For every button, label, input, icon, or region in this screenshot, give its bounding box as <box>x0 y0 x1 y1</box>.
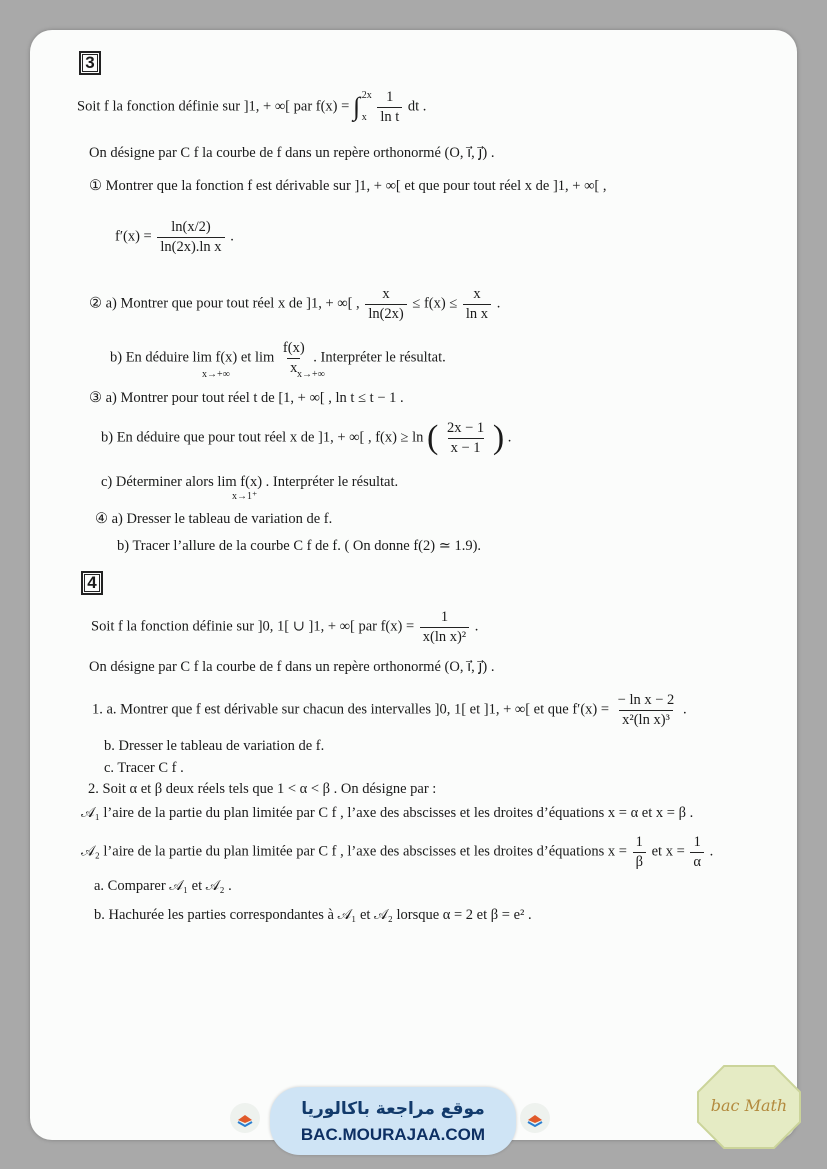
ex3-intro <box>77 90 426 124</box>
ex3-q4a: ④ a) Dresser le tableau de variation de f. <box>95 511 333 527</box>
ex4-intro-num: 1 <box>440 609 449 625</box>
ex3-intro-dt: dt . <box>407 98 427 115</box>
ex3-q2a-mid: ≤ f(x) ≤ <box>412 295 458 312</box>
ex4-q1a-den: x²(ln x)³ <box>619 710 673 728</box>
ex3-q3b-end: . <box>507 429 512 446</box>
ex4-intro-den: x(ln x)² <box>420 627 469 645</box>
ex3-q2a <box>89 287 500 321</box>
ex3-q2a-end: . <box>496 295 501 312</box>
ex4-q1b: b. Dresser le tableau de variation de f. <box>104 738 325 754</box>
ex3-q2b-den: x <box>287 358 300 376</box>
ex4-qb: b. Hachurée les parties correspondantes à 𝒜₁ et 𝒜₂ lorsque α = 2 et β = e² . <box>94 907 532 923</box>
ex4-q1a-end: . <box>682 701 687 718</box>
ex4-a2-mid: et x = <box>651 843 685 860</box>
ex3-intro-den: ln t <box>377 107 402 125</box>
ex3-q2b-end: . Interpréter le résultat. <box>313 349 446 366</box>
ex3-q2b-sub-1: x→+∞ <box>202 369 230 380</box>
ex3-q3c-sub: x→1⁺ <box>232 491 258 502</box>
ex4-a2-d2: α <box>690 852 704 870</box>
integral-sign: ∫ <box>352 92 361 121</box>
ex4-a2-n2: 1 <box>693 834 701 850</box>
exercise-4-number: 4 <box>81 571 103 595</box>
ex3-q3b: b) En déduire que pour tout réel x de ]1, + ∞[ , f(x) ≥ ln ( $\frac{2x - 1}{x - 1}$ ) . <box>101 419 512 456</box>
ex3-q2a-num1: x <box>382 286 390 302</box>
bac-math-badge <box>696 1064 802 1150</box>
ex4-intro-text: Soit f la fonction définie sur ]0, 1[ ∪ ]1, + ∞[ par f(x) = <box>91 618 415 635</box>
ex3-intro-num: 1 <box>386 89 394 105</box>
ex3-q1-formula <box>115 220 234 254</box>
ex3-q2a-den1: ln(2x) <box>365 304 406 322</box>
site-banner[interactable] <box>270 1087 516 1155</box>
ex4-q2: 2. Soit α et β deux réels tels que 1 < α < β . On désigne par : <box>88 781 437 797</box>
ex3-q3c: c) Déterminer alors lim f(x) . Interpréter le résultat. <box>101 474 399 490</box>
ex3-cf-line: On désigne par C f la courbe de f dans un repère orthonormé (O, i⃗, j⃗) . <box>89 145 495 161</box>
ex3-q3b-den: x − 1 <box>448 438 484 456</box>
ex3-q3b-text: b) En déduire que pour tout réel x de ]1, + ∞[ , f(x) ≥ ln <box>101 429 424 446</box>
ex4-q1a <box>92 693 687 727</box>
ex3-q1-num: ln(x/2) <box>171 219 211 235</box>
exercise-3-number: 3 <box>79 51 101 75</box>
ex3-q1: ① Montrer que la fonction f est dérivable sur ]1, + ∞[ et que pour tout réel x de ]1, + ∞[ , <box>89 178 607 194</box>
ex3-q3b-num: 2x − 1 <box>447 420 485 436</box>
ex4-intro-end: . <box>474 618 479 635</box>
ex4-a2-text: 𝒜₂ l’aire de la partie du plan limitée par C f , l’axe des abscisses et les droites d’équations x = <box>81 843 627 860</box>
ex3-q2b-num: f(x) <box>282 340 305 356</box>
ex3-q4b: b) Tracer l’allure de la courbe C f de f. ( On donne f(2) ≃ 1.9). <box>117 538 482 554</box>
ex3-q1-lhs: f′(x) = <box>115 228 152 245</box>
ex3-q2a-den2: ln x <box>463 304 491 322</box>
ex4-q1a-num: − ln x − 2 <box>617 692 675 708</box>
ex4-qa: a. Comparer 𝒜₁ et 𝒜₂ . <box>94 878 232 894</box>
site-name-arabic: موقع مراجعة باكالوريا <box>301 1099 485 1119</box>
ex3-q2b <box>110 341 446 375</box>
ex3-q2a-num2: x <box>473 286 481 302</box>
ex4-intro <box>91 610 478 644</box>
ex3-q1-den: ln(2x).ln x <box>157 237 224 255</box>
document-page <box>30 30 797 1140</box>
ex4-a2 <box>81 835 713 869</box>
ex3-q2b-sub-2: x→+∞ <box>297 369 325 380</box>
ex3-q2a-text: ② a) Montrer que pour tout réel x de ]1, + ∞[ , <box>89 295 360 312</box>
site-logo-right <box>520 1103 550 1133</box>
ex3-q2b-text: b) En déduire lim f(x) et lim <box>110 349 275 366</box>
ex4-a2-n1: 1 <box>635 834 643 850</box>
ex3-intro-lower: x <box>361 112 367 123</box>
badge-text: bac Math <box>710 1096 788 1115</box>
ex4-a2-d1: β <box>633 852 646 870</box>
site-logo-left <box>230 1103 260 1133</box>
ex3-intro-text: Soit f la fonction définie sur ]1, + ∞[ par f(x) = <box>77 98 350 115</box>
ex4-q1c: c. Tracer C f . <box>104 760 184 776</box>
ex3-q1-end: . <box>230 228 234 245</box>
ex4-a1: 𝒜₁ l’aire de la partie du plan limitée par C f , l’axe des abscisses et les droites d’équations x = α et x = β . <box>81 805 694 821</box>
ex4-cf-line: On désigne par C f la courbe de f dans un repère orthonormé (O, i⃗, j⃗) . <box>89 659 495 675</box>
site-url[interactable]: BAC.MOURAJAA.COM <box>300 1125 486 1144</box>
ex3-intro-upper: 2x <box>361 90 372 101</box>
ex3-q3a: ③ a) Montrer pour tout réel t de [1, + ∞[ , ln t ≤ t − 1 . <box>89 390 404 406</box>
ex4-a2-end: . <box>709 843 714 860</box>
ex4-q1a-text: 1. a. Montrer que f est dérivable sur chacun des intervalles ]0, 1[ et ]1, + ∞[ et que f′(x) = <box>92 701 610 718</box>
